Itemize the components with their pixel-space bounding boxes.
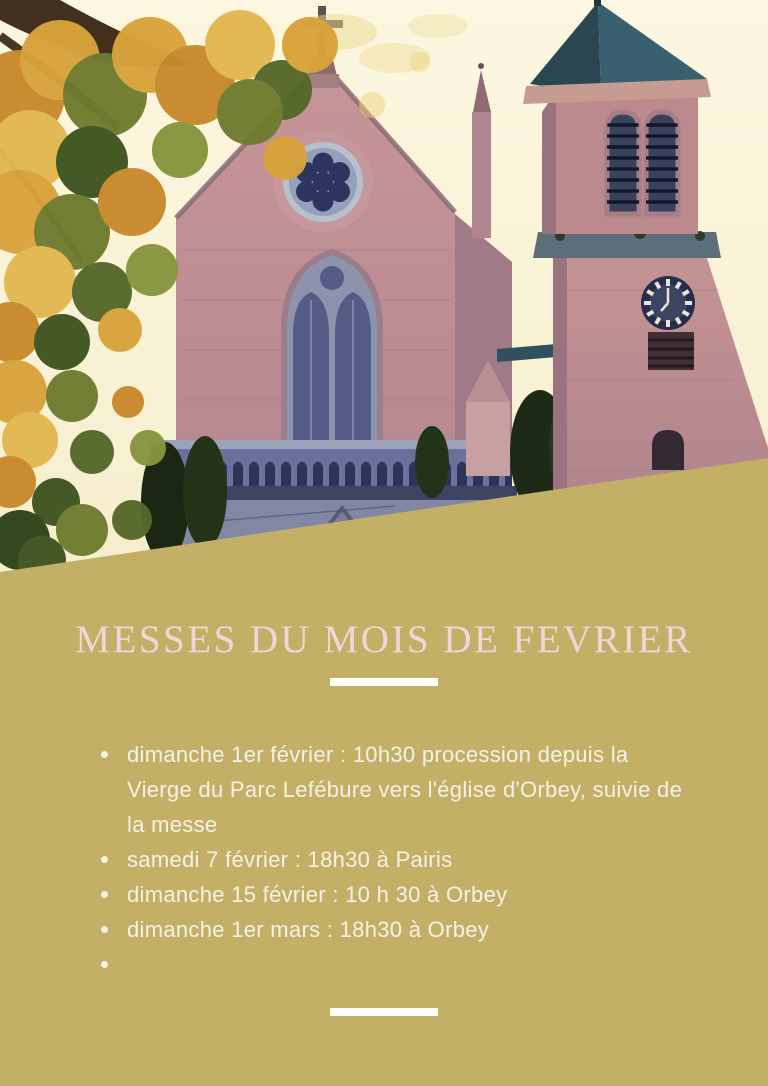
bullet-icon: [101, 856, 108, 863]
schedule-list: [101, 737, 685, 982]
bullet-icon: [101, 891, 108, 898]
divider-bottom: [330, 1008, 438, 1016]
schedule-text: dimanche 1er février : 10h30 procession depuis la Vierge du Parc Lefébure vers l'église d'Orbey, suivie de la messe: [127, 742, 683, 837]
bullet-icon: [101, 926, 108, 933]
tower-window: [652, 430, 684, 470]
list-item: [101, 737, 685, 842]
schedule-text: samedi 7 février : 18h30 à Pairis: [127, 847, 453, 872]
tower-louver: [648, 332, 694, 370]
list-item: [101, 877, 685, 912]
schedule-text: dimanche 15 février : 10 h 30 à Orbey: [127, 882, 508, 907]
list-item: [101, 947, 685, 982]
page-title: MESSES DU MOIS DE FEVRIER: [75, 618, 693, 662]
list-item: [101, 912, 685, 947]
list-item: [101, 842, 685, 877]
gothic-window: [284, 252, 380, 452]
schedule-text: dimanche 1er mars : 18h30 à Orbey: [127, 917, 490, 942]
divider-top: [330, 678, 438, 686]
bullet-icon: [101, 751, 108, 758]
clock: [641, 276, 695, 330]
bullet-icon: [101, 961, 108, 968]
